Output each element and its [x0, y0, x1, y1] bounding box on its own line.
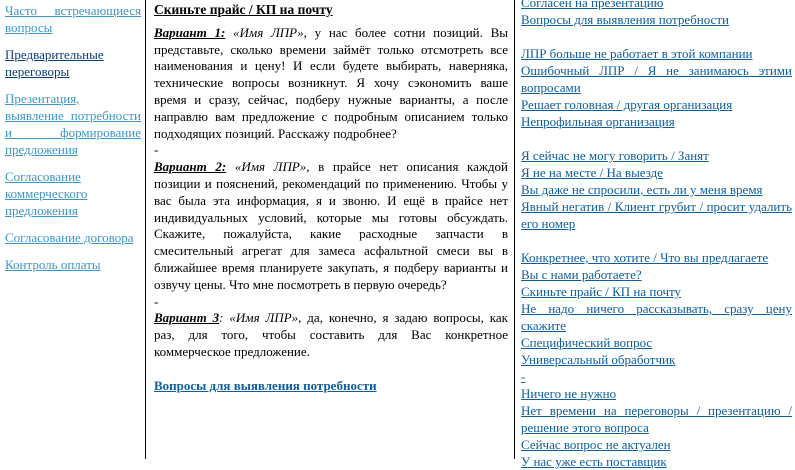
lpr-name: «Имя ЛПР» [233, 24, 304, 40]
variant-3 [154, 310, 508, 360]
objection-link[interactable]: Вы с нами работаете? [521, 267, 642, 282]
objection-link[interactable]: Я не на месте / На выезде [521, 165, 664, 180]
script-content [147, 0, 515, 459]
objection-link[interactable]: Непрофильная организация [521, 114, 675, 129]
sidebar-item[interactable]: Часто встречающиеся вопросы [5, 3, 141, 35]
objection-link[interactable]: Согласен на презентацию [521, 0, 664, 10]
sidebar-item[interactable]: Презентация, выявление потребности и формирование предложения [5, 91, 141, 157]
objection-link[interactable]: Явный негатив / Клиент грубит / просит удалить его номер [521, 199, 792, 231]
objection-link[interactable]: Ошибочный ЛПР / Я не занимаюсь этими вопросами [521, 63, 792, 95]
objection-link[interactable]: Нет времени на переговоры / презентацию / решение этого вопроса [521, 403, 792, 435]
spacer [521, 28, 792, 45]
objection-link[interactable]: Специфический вопрос [521, 335, 653, 350]
objection-link[interactable]: Решает головная / другая организация [521, 97, 733, 112]
variant-colon: : [219, 310, 224, 326]
objection-link[interactable]: Вы даже не спросили, есть ли у меня время [521, 182, 763, 197]
objection-link[interactable]: Вопросы для выявления потребности [521, 12, 729, 27]
page-title: Скиньте прайс / КП на почту [154, 2, 333, 17]
lpr-name: «Имя ЛПР» [229, 310, 299, 326]
lpr-name: «Имя ЛПР» [234, 159, 307, 175]
objection-link[interactable]: Не надо ничего рассказывать, сразу цену скажите [521, 301, 792, 333]
variant-label: Вариант 2: [154, 159, 227, 175]
objection-link[interactable]: Ничего не нужно [521, 386, 617, 401]
separator: - [154, 293, 159, 309]
sidebar-item[interactable]: Контроль оплаты [5, 257, 101, 272]
spacer [521, 232, 792, 249]
variant-1 [154, 25, 508, 143]
objection-link[interactable]: У нас уже есть поставщик [521, 454, 667, 469]
variant-text: , в прайсе нет описания каждой позиции и пояснений, рекомендаций по применению. Чтобы у вас была эта информация, я и звоню. И ещё в прайсе нет индивидуальных условий, которые мы готовы обсуждать. Скажите, пожалуйста, какие расходные запчасти в смесительный агрегат для замеса асфальтной смеси вы в ближайшее время планируете закупать, я подберу варианты и озвучу цены. Что мне посмотреть в первую очередь? [154, 159, 509, 292]
objection-links [516, 0, 795, 469]
sidebar-item[interactable]: Предварительные переговоры [5, 47, 104, 79]
variant-label: Вариант 3 [154, 310, 220, 326]
variant-text: , у нас более сотни позиций. Вы представьте, сколько времени займёт только отсмотреть все наименования и цену! И если будете выбирать, наверняка, технические вопросы возникнут. Я хочу сэкономить ваше время и сразу, сейчас, подберу нужные варианты, а после направлю вам предложение с подробным описанием только подходящих позиций. Расскажу подробнее? [154, 24, 508, 141]
objection-link[interactable]: Сейчас вопрос не актуален [521, 437, 671, 452]
variant-2 [154, 159, 508, 293]
spacer [521, 130, 792, 147]
objection-link[interactable]: ЛПР больше не работает в этой компании [521, 46, 753, 61]
objection-link[interactable]: Я сейчас не могу говорить / Занят [521, 148, 709, 163]
separator: - [154, 142, 159, 158]
objection-link[interactable]: Скиньте прайс / КП на почту [521, 284, 682, 299]
needs-questions-link[interactable]: Вопросы для выявления потребности [154, 377, 377, 393]
objection-link[interactable]: Конкретнее, что хотите / Что вы предлагаете [521, 250, 769, 265]
variant-text: , да, конечно, я задаю вопросы, как раз, для того, чтобы составить для Вас конкретное коммерческое предложение. [154, 310, 509, 359]
variant-label: Вариант 1: [154, 24, 226, 40]
left-navigation [0, 0, 146, 459]
sidebar-item[interactable]: Согласование коммерческого предложения [5, 169, 88, 218]
objection-link[interactable]: - [521, 369, 526, 384]
sidebar-item[interactable]: Согласование договора [5, 230, 134, 245]
objection-link[interactable]: Универсальный обработчик [521, 352, 676, 367]
